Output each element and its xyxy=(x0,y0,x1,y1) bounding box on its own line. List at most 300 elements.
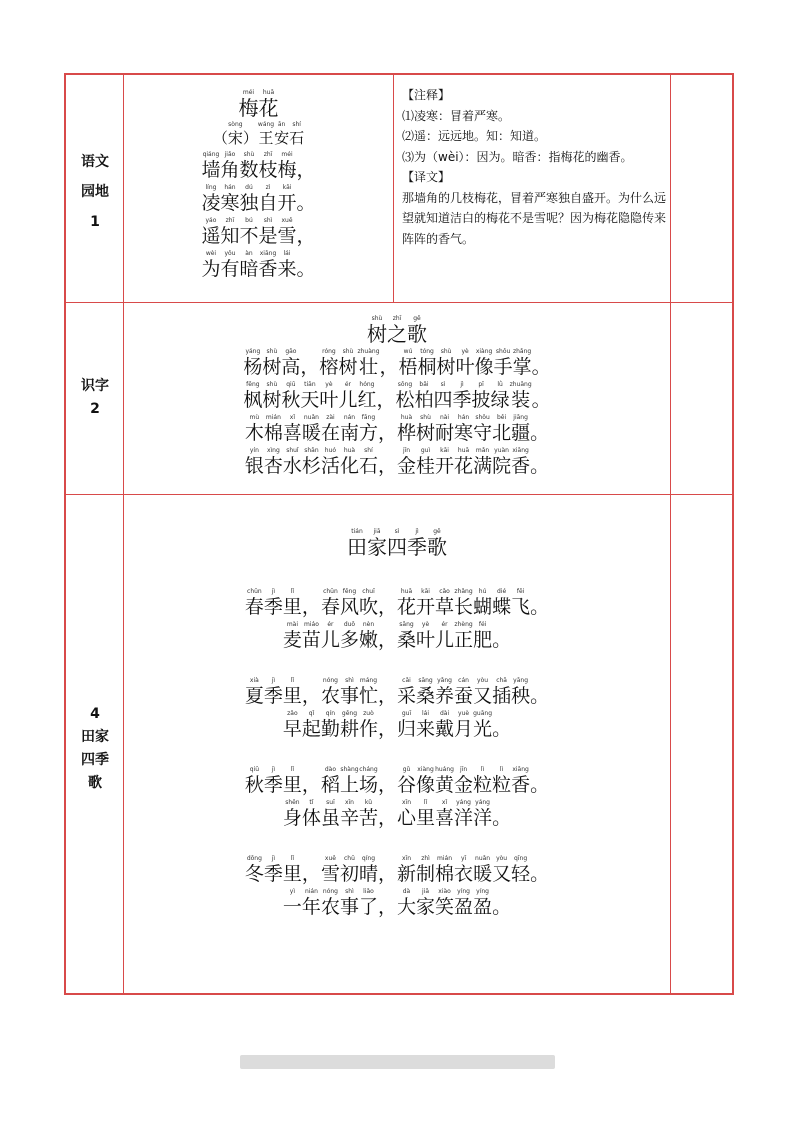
hanzi: 季 xyxy=(263,774,283,796)
hanzi: 来 xyxy=(277,258,297,280)
pinyin: yǒu xyxy=(224,250,236,257)
hanzi: 杉 xyxy=(301,455,321,477)
char-unit xyxy=(302,621,321,651)
hanzi: 一 xyxy=(282,896,302,918)
char-unit xyxy=(416,414,435,444)
pinyin: cǎo xyxy=(439,588,450,595)
pinyin: xià xyxy=(249,677,259,684)
note-item: ⑵遥：远远地。知：知道。 xyxy=(402,129,547,143)
title-char xyxy=(387,315,407,345)
char-unit xyxy=(302,588,321,618)
char-unit xyxy=(281,381,300,411)
pinyin: dié xyxy=(497,588,507,595)
char-unit xyxy=(264,414,283,444)
pinyin: shù xyxy=(266,381,278,388)
poem-line xyxy=(124,151,393,181)
pinyin: fēi xyxy=(516,588,525,595)
char-unit xyxy=(245,766,264,796)
char-unit xyxy=(435,710,454,740)
hanzi: 季 xyxy=(263,685,283,707)
tree-song-lines xyxy=(124,348,670,477)
hanzi: 场 xyxy=(358,774,378,796)
hanzi: 季 xyxy=(452,389,472,411)
hanzi: 笑 xyxy=(435,896,455,918)
pinyin: yòu xyxy=(477,677,489,684)
char-unit xyxy=(259,184,278,214)
char-unit xyxy=(475,348,494,378)
char-unit xyxy=(416,888,435,918)
char-unit xyxy=(321,414,340,444)
pinyin: zhī xyxy=(225,217,235,224)
author-char xyxy=(213,121,228,148)
hanzi: 叶 xyxy=(416,629,436,651)
pinyin: féi xyxy=(478,621,487,628)
plum-poem-author xyxy=(124,121,393,148)
pinyin: bǎi xyxy=(419,381,429,388)
char-unit xyxy=(283,710,302,740)
hanzi: 心 xyxy=(397,807,417,829)
char-unit xyxy=(454,888,473,918)
char-unit xyxy=(359,710,378,740)
pinyin: yì xyxy=(289,888,296,895)
author-char xyxy=(243,121,258,148)
pinyin: fēng xyxy=(342,588,357,595)
note-item: ⑴凌寒：冒着严寒。 xyxy=(402,108,511,123)
row-divider-1 xyxy=(66,302,732,303)
pinyin: fāng xyxy=(361,414,376,421)
pinyin: shù xyxy=(243,151,255,158)
pinyin: gēng xyxy=(341,710,358,717)
pinyin: ān xyxy=(277,121,286,128)
pinyin: yáng xyxy=(475,799,490,806)
char-unit xyxy=(245,855,264,885)
pinyin: wáng xyxy=(257,121,275,128)
char-unit xyxy=(283,414,302,444)
hanzi: 桑 xyxy=(416,685,436,707)
hanzi: 像 xyxy=(416,774,436,796)
pinyin: suī xyxy=(326,799,335,806)
hanzi: 秧 xyxy=(511,685,531,707)
pinyin: shù xyxy=(266,348,278,355)
hanzi: 季 xyxy=(263,596,283,618)
hanzi: 光 xyxy=(473,718,493,740)
pinyin: shēn xyxy=(285,799,300,806)
hanzi: 肥 xyxy=(473,629,493,651)
translation-text: 那墙角的几枝梅花，冒着严寒独自盛开。为什么远望就知道洁白的梅花不是雪呢？因为梅花隐隐传来阵阵的香气。 xyxy=(402,190,667,246)
hanzi: 里 xyxy=(416,807,436,829)
hanzi: 歌 xyxy=(407,322,427,346)
pinyin: shù xyxy=(371,315,383,322)
hanzi: ， xyxy=(377,596,397,618)
hanzi: 桑 xyxy=(397,629,417,651)
poem-line xyxy=(124,588,670,618)
char-unit xyxy=(473,447,492,477)
hanzi: 水 xyxy=(282,455,302,477)
stanza xyxy=(124,588,670,651)
pinyin: yáng xyxy=(245,348,261,355)
hanzi: 粒 xyxy=(473,774,493,796)
plum-poem-lines xyxy=(124,151,393,280)
poem-line xyxy=(124,710,670,740)
hanzi: 叶 xyxy=(319,389,339,411)
pinyin: qiū xyxy=(286,381,296,388)
hanzi: 。 xyxy=(492,896,512,918)
char-unit xyxy=(300,348,319,378)
hanzi: 儿 xyxy=(320,629,340,651)
char-unit xyxy=(264,677,283,707)
char-unit xyxy=(473,766,492,796)
pinyin: huā xyxy=(400,588,413,595)
char-unit xyxy=(321,447,340,477)
char-unit xyxy=(435,414,454,444)
author-char xyxy=(289,121,304,148)
char-unit xyxy=(359,888,378,918)
char-unit xyxy=(278,217,297,247)
section-label-farm-seasons xyxy=(66,703,124,795)
hanzi: 农 xyxy=(320,896,340,918)
hanzi: 来 xyxy=(416,718,436,740)
pinyin: nèn xyxy=(362,621,375,628)
hanzi: 多 xyxy=(339,629,359,651)
hanzi: 洋 xyxy=(454,807,474,829)
pinyin: dào xyxy=(324,766,337,773)
hanzi: ， xyxy=(301,863,321,885)
char-unit xyxy=(302,414,321,444)
pinyin: máng xyxy=(359,677,378,684)
char-unit xyxy=(359,621,378,651)
hanzi: 宋 xyxy=(227,129,243,147)
hanzi: 香 xyxy=(511,774,531,796)
pinyin: zuò xyxy=(363,710,374,717)
char-unit xyxy=(264,855,283,885)
char-unit xyxy=(321,766,340,796)
pinyin: nán xyxy=(343,414,356,421)
hanzi: 。 xyxy=(492,629,512,651)
label-line: 2 xyxy=(90,401,100,417)
hanzi: 嫩 xyxy=(358,629,378,651)
char-unit xyxy=(416,447,435,477)
hanzi: 采 xyxy=(397,685,417,707)
hanzi: 梅 xyxy=(277,159,297,181)
pinyin: lǐ xyxy=(290,855,295,862)
hanzi: ， xyxy=(301,685,321,707)
pinyin: jì xyxy=(271,766,276,773)
pinyin: zhuāng xyxy=(509,381,532,388)
char-unit xyxy=(492,888,511,918)
hanzi: 雪 xyxy=(320,863,340,885)
hanzi: 暗 xyxy=(239,258,259,280)
pinyin: gē xyxy=(433,528,441,535)
hanzi: 田 xyxy=(347,535,367,559)
hanzi: 满 xyxy=(473,455,493,477)
stanza xyxy=(124,677,670,740)
char-unit xyxy=(491,381,510,411)
pinyin: huà xyxy=(400,414,413,421)
char-unit xyxy=(245,588,264,618)
char-unit xyxy=(492,677,511,707)
hanzi: 南 xyxy=(339,422,359,444)
hanzi: 身 xyxy=(282,807,302,829)
pinyin: guāng xyxy=(473,710,493,717)
hanzi: 了 xyxy=(358,896,378,918)
char-unit xyxy=(262,348,281,378)
char-unit xyxy=(283,447,302,477)
hanzi: 。 xyxy=(531,356,551,378)
plum-notes xyxy=(402,85,670,249)
char-unit xyxy=(340,766,359,796)
hanzi: ， xyxy=(296,225,316,247)
char-unit xyxy=(376,381,395,411)
hanzi: ， xyxy=(377,455,397,477)
char-unit xyxy=(492,855,511,885)
pinyin: yuè xyxy=(458,710,470,717)
hanzi: 家 xyxy=(367,535,387,559)
char-unit xyxy=(357,348,379,378)
pinyin: zhì xyxy=(421,855,430,862)
char-unit xyxy=(220,217,239,247)
hanzi: 木 xyxy=(244,422,264,444)
char-unit xyxy=(435,766,454,796)
hanzi: 虽 xyxy=(320,807,340,829)
pinyin: yíng xyxy=(476,888,489,895)
hanzi: 儿 xyxy=(338,389,358,411)
hanzi: ， xyxy=(379,356,399,378)
poem-line xyxy=(124,184,393,214)
pinyin: cǎi xyxy=(402,677,411,684)
label-line: 识字 xyxy=(81,378,109,394)
char-unit xyxy=(416,677,435,707)
hanzi: 插 xyxy=(492,685,512,707)
hanzi: 大 xyxy=(397,896,417,918)
pinyin: yíng xyxy=(457,888,470,895)
hanzi: 盈 xyxy=(473,896,493,918)
hanzi: ， xyxy=(377,774,397,796)
pinyin: shān xyxy=(304,447,319,454)
char-unit xyxy=(378,447,397,477)
char-unit xyxy=(454,588,473,618)
pinyin: mài xyxy=(286,621,299,628)
hanzi: 喜 xyxy=(282,422,302,444)
pinyin: shǒu xyxy=(475,414,490,421)
char-unit xyxy=(359,766,378,796)
hanzi: 秋 xyxy=(244,774,264,796)
char-unit xyxy=(302,677,321,707)
char-unit xyxy=(435,588,454,618)
char-unit xyxy=(338,381,357,411)
char-unit xyxy=(473,588,492,618)
char-unit xyxy=(492,588,511,618)
hanzi: 粒 xyxy=(492,774,512,796)
label-line: 园地 xyxy=(81,184,109,200)
hanzi: 洋 xyxy=(473,807,493,829)
pinyin: zhī xyxy=(263,151,273,158)
char-unit xyxy=(397,414,416,444)
hanzi: 高 xyxy=(281,356,301,378)
column-divider-notes xyxy=(393,75,394,302)
pinyin: yè xyxy=(421,621,430,628)
poem-line xyxy=(124,217,393,247)
hanzi: 像 xyxy=(474,356,494,378)
char-unit xyxy=(239,184,258,214)
pinyin: méi xyxy=(242,89,255,96)
hanzi: ） xyxy=(242,129,258,147)
char-unit xyxy=(513,348,532,378)
hanzi: 夏 xyxy=(244,685,264,707)
hanzi: 轻 xyxy=(511,863,531,885)
char-unit xyxy=(302,855,321,885)
char-unit xyxy=(532,348,551,378)
char-unit xyxy=(397,677,416,707)
hanzi: 月 xyxy=(454,718,474,740)
char-unit xyxy=(283,588,302,618)
pinyin: chū xyxy=(344,855,355,862)
hanzi: 蝶 xyxy=(492,596,512,618)
hanzi: 桂 xyxy=(416,455,436,477)
pinyin: yáo xyxy=(205,217,217,224)
char-unit xyxy=(278,184,297,214)
hanzi: 。 xyxy=(531,389,551,411)
pinyin: lǜ xyxy=(497,381,503,388)
pinyin: chūn xyxy=(247,588,262,595)
pinyin: jiā xyxy=(422,888,430,895)
hanzi: 。 xyxy=(296,192,316,214)
hanzi: 树 xyxy=(262,356,282,378)
pinyin: huā xyxy=(262,89,275,96)
pinyin: xiāng xyxy=(512,447,529,454)
hanzi: 稻 xyxy=(320,774,340,796)
char-unit xyxy=(201,151,220,181)
hanzi: 守 xyxy=(473,422,493,444)
hanzi: 手 xyxy=(493,356,513,378)
char-unit xyxy=(319,381,338,411)
pinyin: běi xyxy=(497,414,507,421)
pinyin: xiāng xyxy=(512,766,529,773)
title-char xyxy=(347,528,367,558)
hanzi: 初 xyxy=(339,863,359,885)
pinyin: zì xyxy=(265,184,271,191)
pinyin: zhèng xyxy=(454,621,473,628)
char-unit xyxy=(302,888,321,918)
char-unit xyxy=(395,381,414,411)
pinyin: zhī xyxy=(392,315,402,322)
pinyin: nuǎn xyxy=(475,855,491,862)
char-unit xyxy=(378,766,397,796)
char-unit xyxy=(378,799,397,829)
hanzi: 冬 xyxy=(244,863,264,885)
pinyin: gāo xyxy=(285,348,297,355)
char-unit xyxy=(338,348,357,378)
char-unit xyxy=(340,414,359,444)
pinyin: wèi xyxy=(205,250,217,257)
hanzi: 体 xyxy=(301,807,321,829)
hanzi: 疆 xyxy=(511,422,531,444)
char-unit xyxy=(473,710,492,740)
char-unit xyxy=(378,888,397,918)
hanzi: ， xyxy=(301,774,321,796)
hanzi: 花 xyxy=(454,455,474,477)
pinyin: nóng xyxy=(322,888,338,895)
hanzi: ， xyxy=(376,389,396,411)
pinyin: yè xyxy=(461,348,469,355)
pinyin: nóng xyxy=(322,677,338,684)
hanzi: 春 xyxy=(244,596,264,618)
char-unit xyxy=(359,414,378,444)
hanzi: 风 xyxy=(339,596,359,618)
pinyin: shì xyxy=(345,677,354,684)
pinyin: lái xyxy=(422,710,430,717)
pinyin: cán xyxy=(458,677,469,684)
pinyin: huā xyxy=(457,447,470,454)
char-unit xyxy=(245,414,264,444)
hanzi: 开 xyxy=(416,596,436,618)
pinyin: xìng xyxy=(266,447,280,454)
poem-line xyxy=(124,381,670,411)
char-unit xyxy=(302,799,321,829)
pinyin: qíng xyxy=(361,855,376,862)
hanzi: 早 xyxy=(282,718,302,740)
stanza xyxy=(124,766,670,829)
pinyin: hán xyxy=(457,414,470,421)
hanzi: 黄 xyxy=(435,774,455,796)
pinyin: duō xyxy=(343,621,356,628)
poem-line xyxy=(124,250,393,280)
char-unit xyxy=(435,447,454,477)
hanzi: ， xyxy=(377,718,397,740)
char-unit xyxy=(297,250,316,280)
char-unit xyxy=(321,710,340,740)
char-unit xyxy=(245,677,264,707)
hanzi: 盈 xyxy=(454,896,474,918)
char-unit xyxy=(492,766,511,796)
hanzi: ， xyxy=(377,422,397,444)
translation-heading: 【译文】 xyxy=(402,170,451,184)
pinyin: jì xyxy=(415,528,419,535)
hanzi: 上 xyxy=(339,774,359,796)
hanzi: 衣 xyxy=(454,863,474,885)
char-unit xyxy=(511,414,530,444)
pinyin: sōng xyxy=(397,381,413,388)
hanzi: ， xyxy=(377,863,397,885)
char-unit xyxy=(278,151,297,181)
pinyin: yè xyxy=(325,381,333,388)
char-unit xyxy=(511,588,530,618)
hanzi: 。 xyxy=(530,685,550,707)
hanzi: 棉 xyxy=(263,422,283,444)
char-unit xyxy=(245,447,264,477)
char-unit xyxy=(399,348,418,378)
char-unit xyxy=(378,677,397,707)
label-line: 田家 xyxy=(81,729,109,745)
char-unit xyxy=(297,184,316,214)
hanzi: 又 xyxy=(492,863,512,885)
char-unit xyxy=(321,799,340,829)
char-unit xyxy=(494,348,513,378)
char-unit xyxy=(435,621,454,651)
title-char xyxy=(367,315,387,345)
char-unit xyxy=(435,888,454,918)
char-unit xyxy=(264,766,283,796)
hanzi: 事 xyxy=(339,685,359,707)
pinyin: lǐ xyxy=(423,799,428,806)
pinyin: guī xyxy=(401,710,412,717)
pinyin: fēng xyxy=(246,381,260,388)
pinyin: sāng xyxy=(399,621,414,628)
hanzi: 数 xyxy=(239,159,259,181)
hanzi: 戴 xyxy=(435,718,455,740)
pinyin: kǔ xyxy=(364,799,373,806)
hanzi: 松 xyxy=(395,389,415,411)
hanzi: 树 xyxy=(262,389,282,411)
